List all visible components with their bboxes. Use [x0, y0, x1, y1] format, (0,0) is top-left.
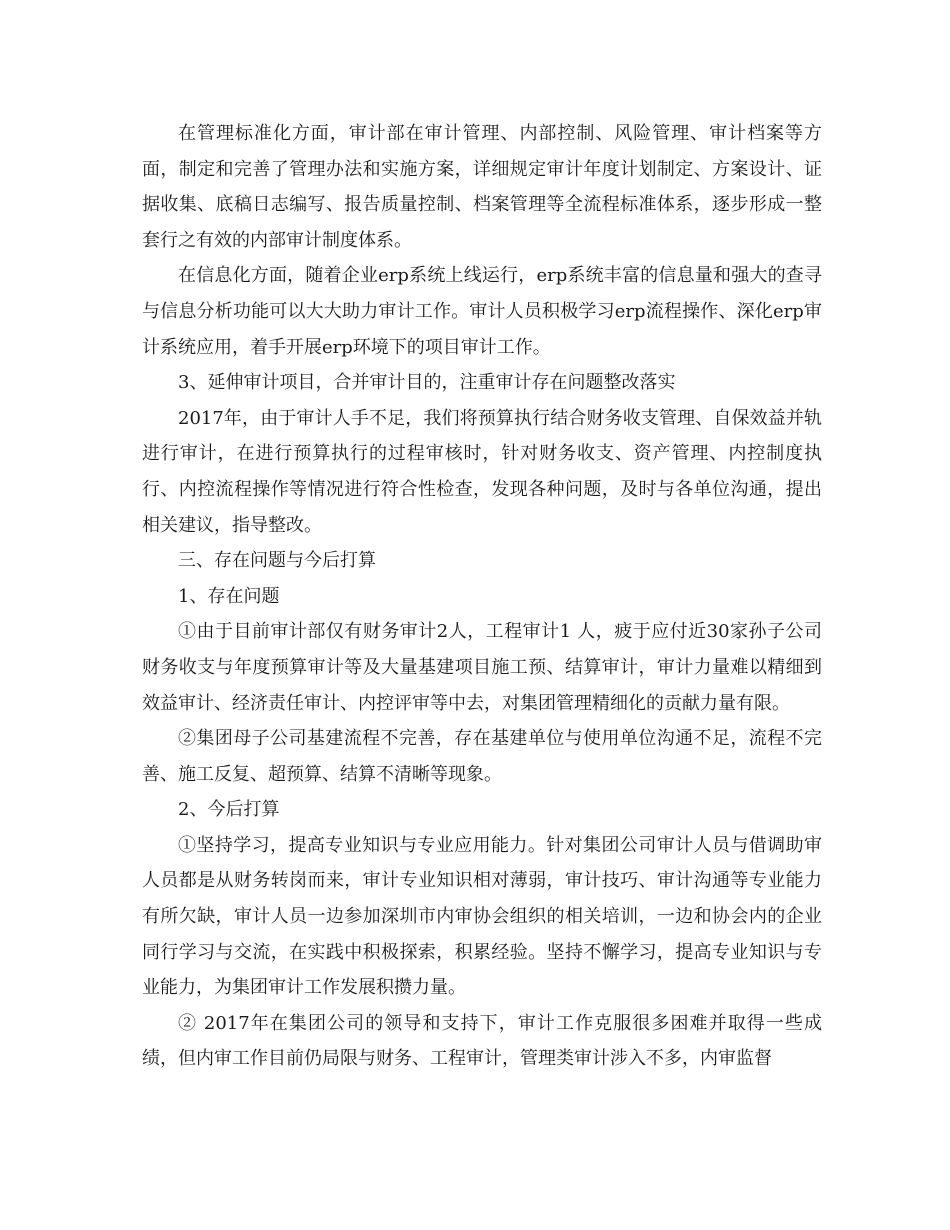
paragraph-2017-audit: 2017年，由于审计人手不足，我们将预算执行结合财务收支管理、自保效益并轨进行审计，在进行预算执行的过程审核时，针对财务收支、资产管理、内控制度执行、内控流程操作等情况进行符合性检查，发现各种问题，及时与各单位沟通，提出相关建议，指导整改。 [142, 407, 822, 536]
document-body [142, 116, 822, 1077]
heading-existing-problems: 1、存在问题 [178, 585, 280, 607]
heading-future-plans: 2、今后打算 [178, 799, 280, 821]
paragraph-standardization: 在管理标准化方面，审计部在审计管理、内部控制、风险管理、审计档案等方面，制定和完善了管理办法和实施方案，详细规定审计年度计划制定、方案设计、证据收集、底稿日志编写、报告质量控制、档案管理等全流程标准体系，逐步形成一整套行之有效的内部审计制度体系。 [142, 123, 822, 251]
paragraph-plan-1: ①坚持学习，提高专业知识与专业应用能力。针对集团公司审计人员与借调助审人员都是从财务转岗而来，审计专业知识相对薄弱，审计技巧、审计沟通等专业能力有所欠缺，审计人员一边参加深圳市内审协会组织的相关培训，一边和协会内的企业同行学习与交流，在实践中积极探索，积累经验。坚持不懈学习，提高专业知识与专业能力，为集团审计工作发展积攒力量。 [142, 834, 822, 999]
heading-problems-and-plans: 三、存在问题与今后打算 [178, 550, 376, 572]
paragraph-informatization: 在信息化方面，随着企业erp系统上线运行，erp系统丰富的信息量和强大的查寻与信息分析功能可以大大助力审计工作。审计人员积极学习erp流程操作、深化erp审计系统应用，着手开展erp环境下的项目审计工作。 [142, 265, 822, 358]
paragraph-problem-1: ①由于目前审计部仅有财务审计2人，工程审计1 人，疲于应付近30家孙子公司财务收支与年度预算审计等及大量基建项目施工预、结算审计，审计力量难以精细到效益审计、经济责任审计、内控评审等中去，对集团管理精细化的贡献力量有限。 [142, 621, 822, 714]
heading-extend-audit-projects: 3、延伸审计项目，合并审计目的，注重审计存在问题整改落实 [178, 372, 676, 394]
paragraph-problem-2: ②集团母子公司基建流程不完善，存在基建单位与使用单位沟通不足，流程不完善、施工反复、超预算、结算不清晰等现象。 [142, 728, 822, 785]
paragraph-plan-2: ② 2017年在集团公司的领导和支持下，审计工作克服很多困难并取得一些成绩，但内审工作目前仍局限与财务、工程审计，管理类审计涉入不多，内审监督 [142, 1012, 822, 1070]
